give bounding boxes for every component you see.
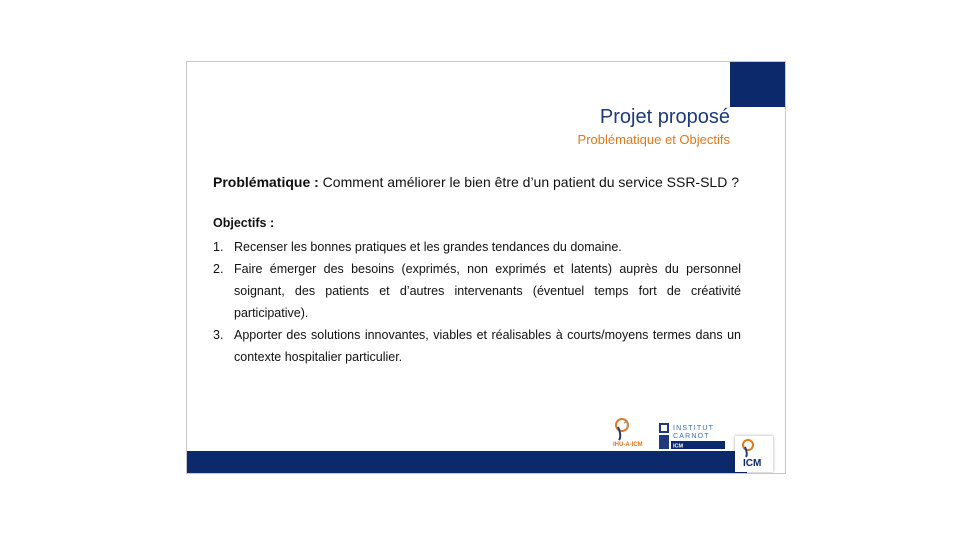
carnot-line3: ICM — [673, 443, 684, 450]
ihu-logo-text: IHU-A-ICM — [613, 442, 643, 448]
slide-title: Projet proposé — [599, 106, 730, 128]
carnot-line2: CARNOT — [673, 433, 710, 440]
objective-number: 3. — [213, 328, 224, 342]
corner-decoration — [730, 62, 785, 107]
icm-logo — [735, 436, 773, 472]
objective-item — [213, 324, 741, 368]
problem-text: Comment améliorer le bien être d’un patient du service SSR-SLD ? — [318, 174, 739, 190]
problem-statement — [213, 174, 753, 190]
slide-subtitle: Problématique et Objectifs — [577, 132, 730, 147]
objectives-heading: Objectifs : — [213, 216, 275, 230]
objective-number: 1. — [213, 240, 224, 254]
carnot-line1: INSTITUT — [673, 425, 715, 432]
objective-text: Recenser les bonnes pratiques et les grandes tendances du domaine. — [234, 240, 622, 254]
objective-number: 2. — [213, 262, 224, 276]
objective-text: Apporter des solutions innovantes, viables et réalisables à courts/moyens termes dans un contexte hospitalier particulier. — [234, 328, 741, 364]
footer-bar — [187, 451, 747, 473]
objective-item — [213, 236, 741, 258]
objective-text: Faire émerger des besoins (exprimés, non exprimés et latents) auprès du personnel soignant, des patients et d’autres intervenants (éventuel temps fort de créativité participative). — [234, 262, 741, 320]
icm-logo-text: ICM — [743, 458, 762, 469]
objectives-list — [213, 236, 741, 368]
objective-item — [213, 258, 741, 324]
institut-carnot-logo — [659, 422, 725, 450]
problem-label: Problématique : — [213, 174, 319, 190]
slide — [186, 61, 786, 474]
ihu-icm-logo — [609, 416, 653, 450]
